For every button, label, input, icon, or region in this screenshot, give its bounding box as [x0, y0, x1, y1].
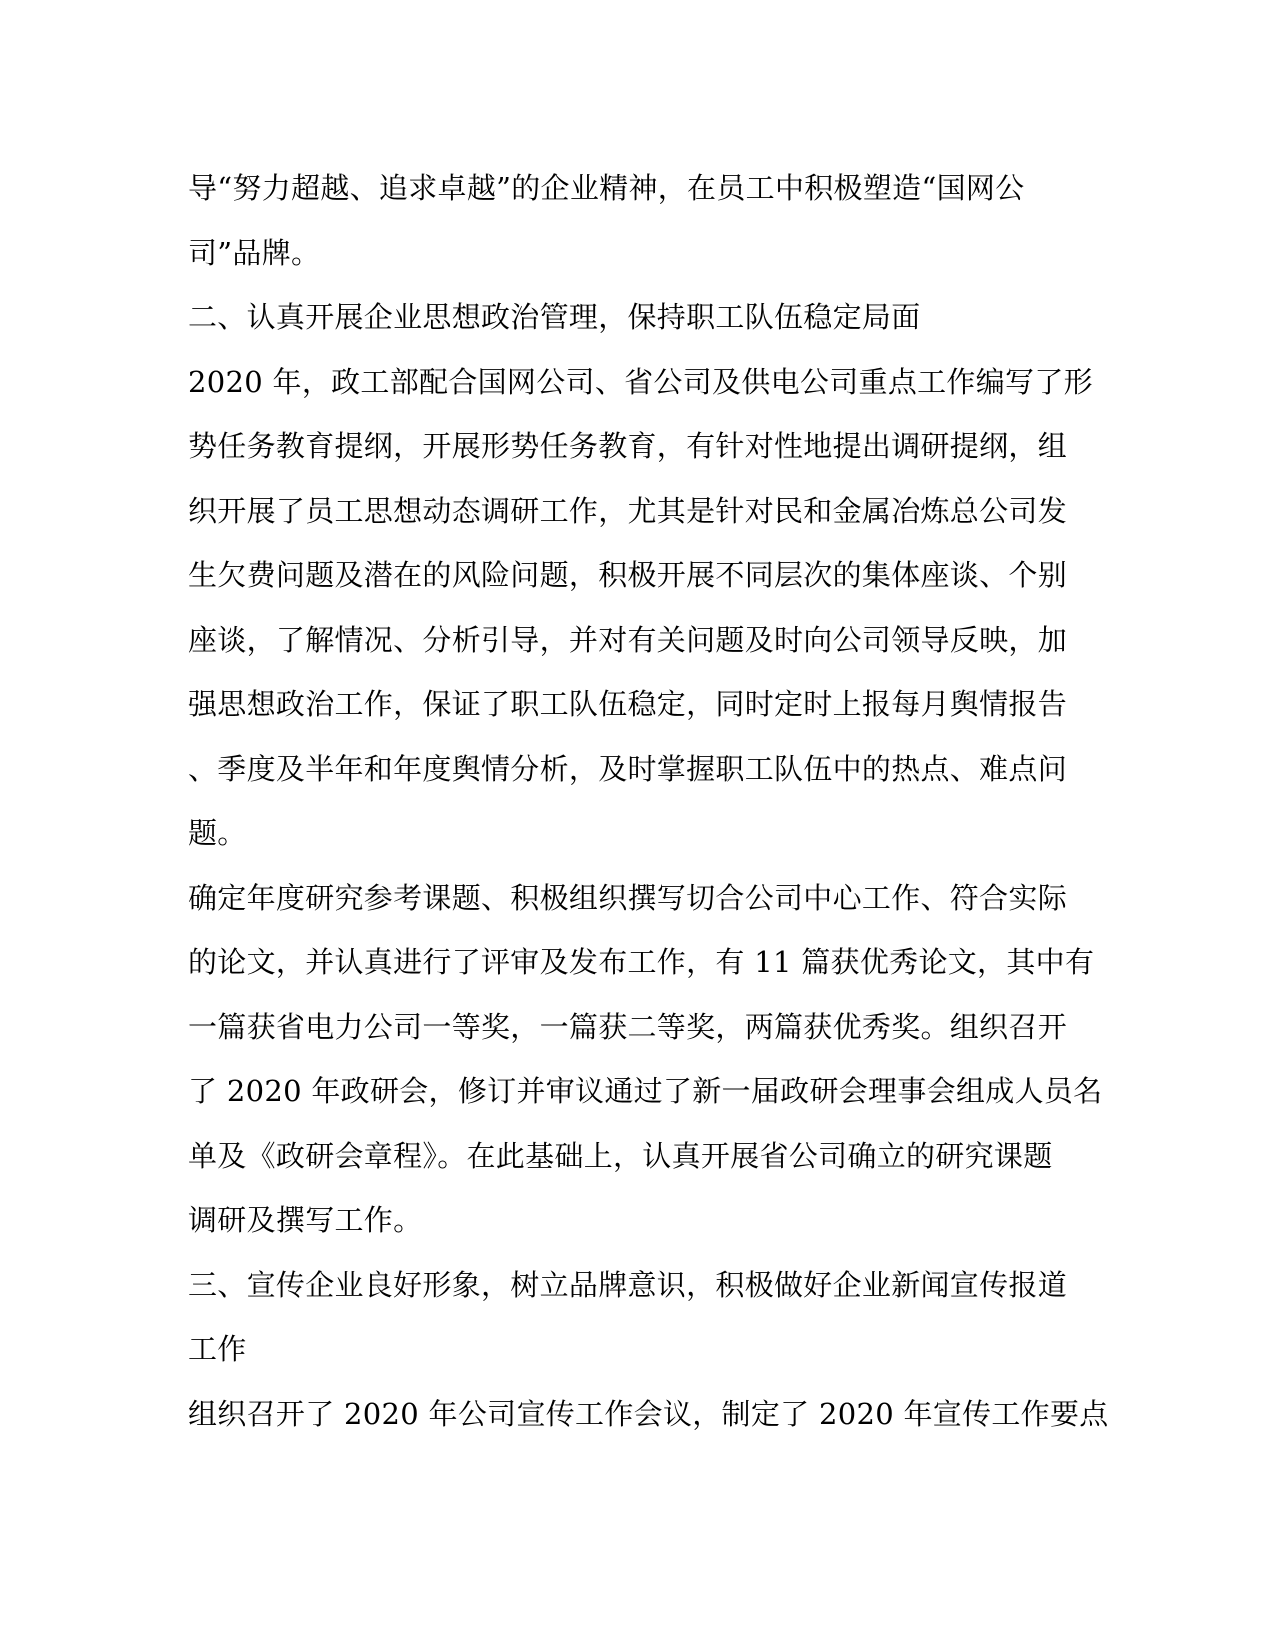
section-heading: 三、宣传企业良好形象，树立品牌意识，积极做好企业新闻宣传报道 — [188, 1267, 1068, 1302]
text-line: 、季度及半年和年度舆情分析，及时掌握职工队伍中的热点、难点问 — [188, 751, 1068, 786]
document-body — [188, 156, 1109, 1446]
text-line: 确定年度研究参考课题、积极组织撰写切合公司中心工作、符合实际 — [188, 880, 1068, 915]
text-line: 一篇获省电力公司一等奖，一篇获二等奖，两篇获优秀奖。组织召开 — [188, 1009, 1068, 1044]
text-line: 织开展了员工思想动态调研工作，尤其是针对民和金属冶炼总公司发 — [188, 493, 1068, 528]
text-line: 座谈，了解情况、分析引导，并对有关问题及时向公司领导反映，加 — [188, 622, 1068, 657]
text-line: 势任务教育提纲，开展形势任务教育，有针对性地提出调研提纲，组 — [188, 429, 1068, 463]
text-line: 的论文，并认真进行了评审及发布工作，有 11 篇获优秀论文，其中有 — [188, 945, 1095, 979]
text-line: 导“努力超越、追求卓越”的企业精神，在员工中积极塑造“国网公 — [188, 171, 1025, 205]
text-line: 了 2020 年政研会，修订并审议通过了新一届政研会理事会组成人员名 — [188, 1074, 1103, 1108]
text-line: 强思想政治工作，保证了职工队伍稳定，同时定时上报每月舆情报告 — [188, 687, 1068, 721]
section-heading: 二、认真开展企业思想政治管理，保持职工队伍稳定局面 — [188, 300, 921, 334]
text-line: 题。 — [188, 816, 247, 850]
text-line: 2020 年，政工部配合国网公司、省公司及供电公司重点工作编写了形 — [188, 364, 1093, 399]
text-line: 生欠费问题及潜在的风险问题，积极开展不同层次的集体座谈、个别 — [188, 558, 1068, 592]
text-line: 司”品牌。 — [188, 235, 321, 270]
section-heading: 工作 — [188, 1332, 247, 1366]
text-line: 调研及撰写工作。 — [188, 1203, 423, 1237]
text-line: 组织召开了 2020 年公司宣传工作会议，制定了 2020 年宣传工作要点 — [188, 1396, 1109, 1431]
text-line: 单及《政研会章程》。在此基础上，认真开展省公司确立的研究课题 — [188, 1138, 1053, 1173]
